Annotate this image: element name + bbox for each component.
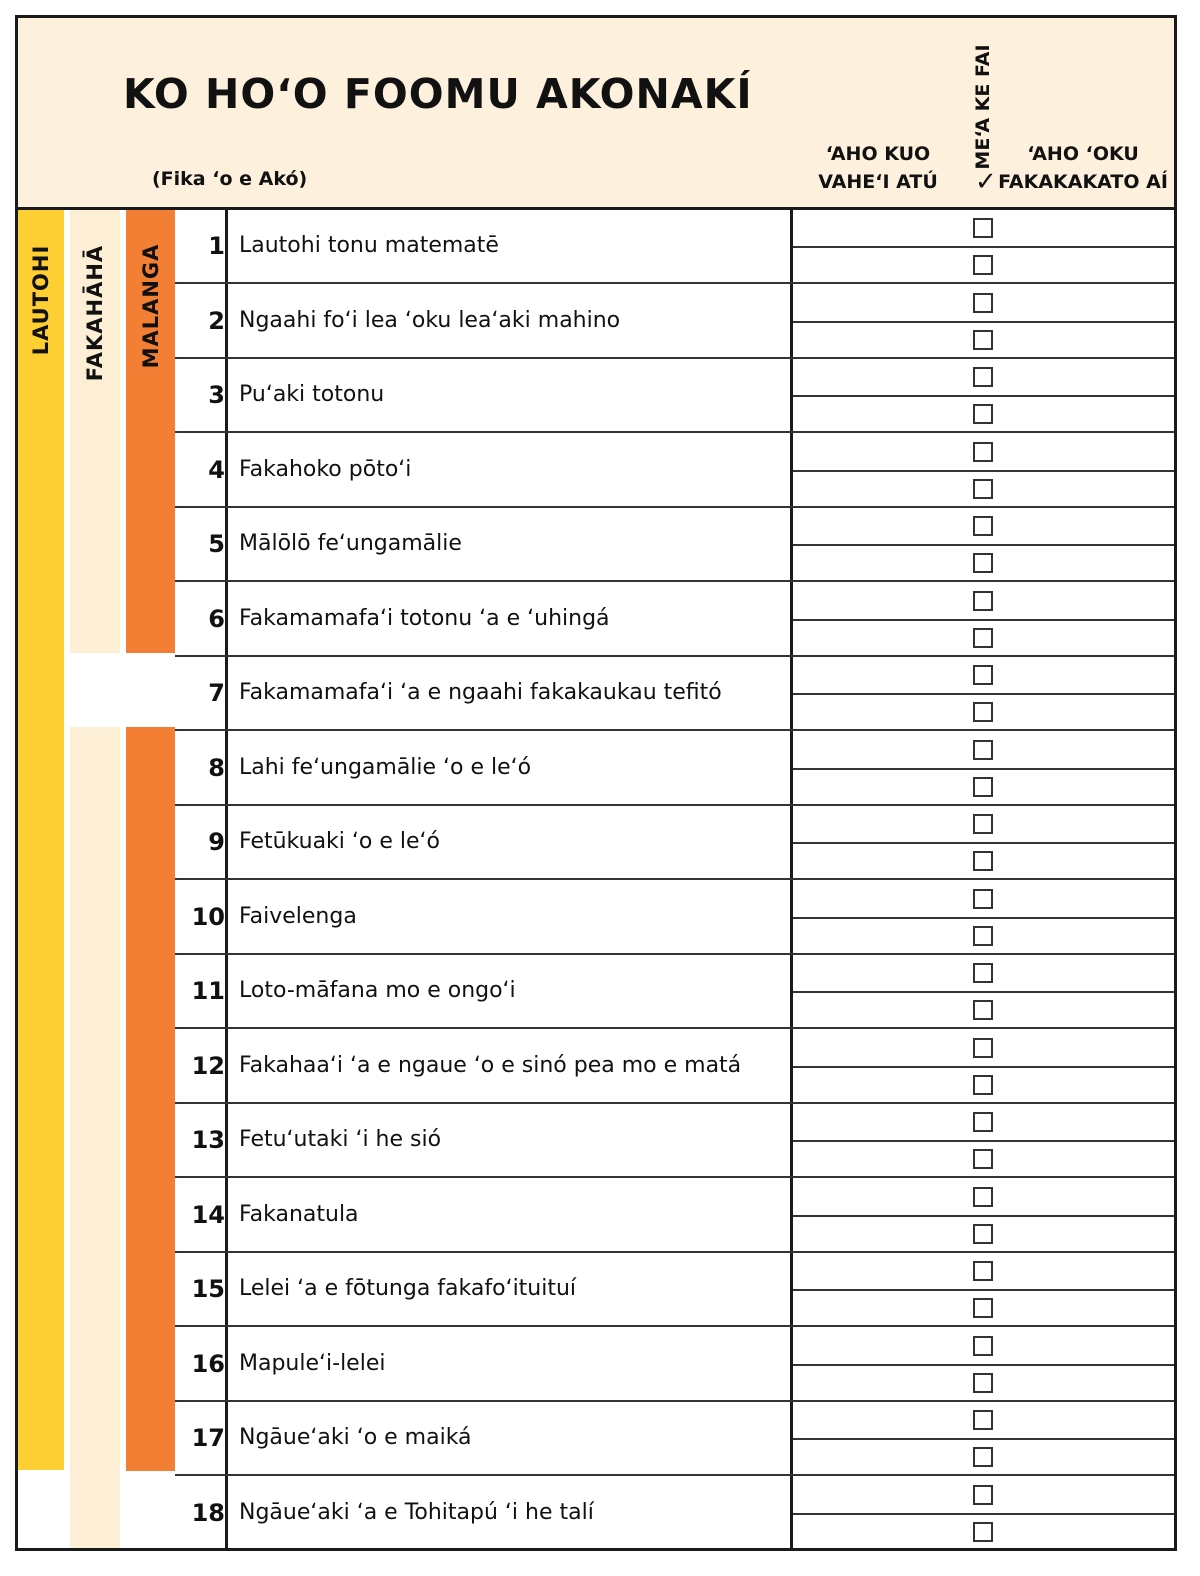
form-subtitle: (Fika ʻo e Akó) xyxy=(152,168,308,190)
checkbox-given-done[interactable] xyxy=(973,293,993,313)
column-header-future xyxy=(993,140,1173,196)
row-number: 12 xyxy=(191,1051,225,1080)
row-subdivider xyxy=(793,1215,1177,1217)
row-subdivider xyxy=(793,1513,1177,1515)
column-header-future-line2: FAKAKAKATO AÍ xyxy=(998,171,1168,193)
checkbox-given-done[interactable] xyxy=(973,665,993,685)
checkbox-future-done[interactable] xyxy=(973,628,993,648)
checkbox-given-done[interactable] xyxy=(973,1485,993,1505)
row-number: 18 xyxy=(191,1498,225,1527)
checkbox-given-done[interactable] xyxy=(973,740,993,760)
row-subdivider xyxy=(793,842,1177,844)
band-lautohi-label: LAUTOHI xyxy=(29,244,53,356)
band-malanga-top xyxy=(126,210,175,653)
checkbox-future-done[interactable] xyxy=(973,1075,993,1095)
row-label: Fakahaaʻi ʻa e ngaue ʻo e sinó pea mo e matá xyxy=(239,1052,742,1078)
counsel-form xyxy=(15,15,1177,1551)
row-label: Ngāueʻaki ʻa e Tohitapú ʻi he talí xyxy=(239,1499,594,1525)
checkbox-future-done[interactable] xyxy=(973,255,993,275)
form-header xyxy=(18,18,1174,210)
checkbox-future-done[interactable] xyxy=(973,479,993,499)
checkbox-given-done[interactable] xyxy=(973,814,993,834)
row-label: Loto-māfana mo e ongoʻi xyxy=(239,978,516,1003)
checkbox-future-done[interactable] xyxy=(973,330,993,350)
row-number: 4 xyxy=(208,455,225,484)
row-subdivider xyxy=(793,395,1177,397)
row-number: 9 xyxy=(208,828,225,856)
checkbox-future-done[interactable] xyxy=(973,851,993,871)
table-row xyxy=(175,1179,1177,1253)
checkbox-future-done[interactable] xyxy=(973,1000,993,1020)
checkbox-given-done[interactable] xyxy=(973,1261,993,1281)
checkbox-given-done[interactable] xyxy=(973,1410,993,1430)
band-fakahaha-label: FAKAHĀHĀ xyxy=(83,244,107,382)
table-row xyxy=(175,508,1177,582)
row-subdivider xyxy=(793,544,1177,546)
row-subdivider xyxy=(793,991,1177,993)
checkbox-given-done[interactable] xyxy=(973,367,993,387)
table-row xyxy=(175,955,1177,1029)
row-number: 15 xyxy=(191,1275,225,1303)
row-number: 13 xyxy=(191,1126,225,1154)
row-label: Mālōlō feʻungamālie xyxy=(239,531,462,556)
band-malanga-label: MALANGA xyxy=(139,243,163,369)
form-title: KO HOʻO FOOMU AKONAKÍ xyxy=(123,70,753,118)
row-number: 10 xyxy=(191,902,225,931)
checkbox-given-done[interactable] xyxy=(973,442,993,462)
row-subdivider xyxy=(793,470,1177,472)
table-row xyxy=(175,583,1177,657)
table-row xyxy=(175,732,1177,806)
row-label: Fakanatula xyxy=(239,1201,359,1227)
row-label: Fakahoko pōtoʻi xyxy=(239,456,412,482)
checkbox-future-done[interactable] xyxy=(973,1298,993,1318)
table-row xyxy=(175,359,1177,433)
checkbox-given-done[interactable] xyxy=(973,963,993,983)
checkbox-future-done[interactable] xyxy=(973,1373,993,1393)
row-label: Ngaahi foʻi lea ʻoku leaʻaki mahino xyxy=(239,307,621,333)
table-row xyxy=(175,1253,1177,1327)
table-row xyxy=(175,434,1177,508)
checkbox-given-done[interactable] xyxy=(973,218,993,238)
row-label: Fakamamafaʻi ʻa e ngaahi fakakaukau tefitó xyxy=(239,680,722,705)
row-label: Fetuʻutaki ʻi he sió xyxy=(239,1127,442,1152)
row-label: Lelei ʻa e fōtunga fakafoʻituituí xyxy=(239,1276,577,1301)
band-malanga-bottom xyxy=(126,727,175,1471)
row-label: Faivelenga xyxy=(239,903,357,929)
row-label: Ngāueʻaki ʻo e maiká xyxy=(239,1425,472,1450)
row-number: 7 xyxy=(208,679,225,707)
band-fakahaha-top xyxy=(70,210,120,653)
table-row xyxy=(175,806,1177,880)
row-subdivider xyxy=(793,917,1177,919)
checkbox-given-done[interactable] xyxy=(973,1038,993,1058)
table-row xyxy=(175,285,1177,359)
row-label: Fetūkuaki ʻo e leʻó xyxy=(239,829,440,854)
column-header-given-line1: ʻAHO KUO xyxy=(825,143,931,165)
table-row xyxy=(175,1328,1177,1402)
checkbox-future-done[interactable] xyxy=(973,1149,993,1169)
row-subdivider xyxy=(793,1364,1177,1366)
column-header-future-line1: ʻAHO ʻOKU xyxy=(1027,143,1139,165)
row-subdivider xyxy=(793,321,1177,323)
table-row xyxy=(175,1402,1177,1476)
row-number: 11 xyxy=(191,977,225,1005)
band-lautohi xyxy=(18,210,64,1470)
row-number: 5 xyxy=(208,530,225,558)
row-number: 3 xyxy=(208,381,225,409)
row-label: Mapuleʻi-lelei xyxy=(239,1350,386,1376)
row-number: 16 xyxy=(191,1349,225,1378)
row-number: 8 xyxy=(208,753,225,782)
checkbox-future-done[interactable] xyxy=(973,1522,993,1542)
row-subdivider xyxy=(793,768,1177,770)
row-label: Lautohi tonu matematē xyxy=(239,233,499,258)
checkbox-given-done[interactable] xyxy=(973,1112,993,1132)
band-fakahaha-bottom xyxy=(70,727,120,1551)
row-number: 1 xyxy=(208,232,225,260)
row-number: 17 xyxy=(191,1424,225,1452)
checkbox-future-done[interactable] xyxy=(973,777,993,797)
checkbox-future-done[interactable] xyxy=(973,926,993,946)
row-number: 6 xyxy=(208,604,225,633)
row-label: Fakamamafaʻi totonu ʻa e ʻuhingá xyxy=(239,605,610,631)
checkbox-future-done[interactable] xyxy=(973,1447,993,1467)
check-mark-icon: ✓ xyxy=(975,167,997,197)
row-label: Puʻaki totonu xyxy=(239,382,385,407)
checkbox-future-done[interactable] xyxy=(973,404,993,424)
column-header-given-line2: VAHEʻI ATÚ xyxy=(818,171,938,193)
row-subdivider xyxy=(793,1289,1177,1291)
row-subdivider xyxy=(793,619,1177,621)
column-header-done-label: MEʻA KE FAI xyxy=(972,44,994,170)
table-row xyxy=(175,1104,1177,1178)
table-row xyxy=(175,1030,1177,1104)
table-row xyxy=(175,1477,1177,1551)
row-number: 2 xyxy=(208,306,225,335)
row-label: Lahi feʻungamālie ʻo e leʻó xyxy=(239,754,532,780)
checkbox-given-done[interactable] xyxy=(973,516,993,536)
table-row xyxy=(175,210,1177,284)
row-subdivider xyxy=(793,1140,1177,1142)
table-row xyxy=(175,657,1177,731)
row-subdivider xyxy=(793,693,1177,695)
checkbox-future-done[interactable] xyxy=(973,553,993,573)
checkbox-given-done[interactable] xyxy=(973,889,993,909)
row-number: 14 xyxy=(191,1200,225,1229)
checkbox-future-done[interactable] xyxy=(973,1224,993,1244)
column-header-given xyxy=(808,140,948,196)
row-subdivider xyxy=(793,246,1177,248)
checkbox-given-done[interactable] xyxy=(973,1336,993,1356)
row-subdivider xyxy=(793,1438,1177,1440)
checkbox-future-done[interactable] xyxy=(973,702,993,722)
row-subdivider xyxy=(793,1066,1177,1068)
checkbox-given-done[interactable] xyxy=(973,591,993,611)
table-row xyxy=(175,881,1177,955)
checkbox-given-done[interactable] xyxy=(973,1187,993,1207)
